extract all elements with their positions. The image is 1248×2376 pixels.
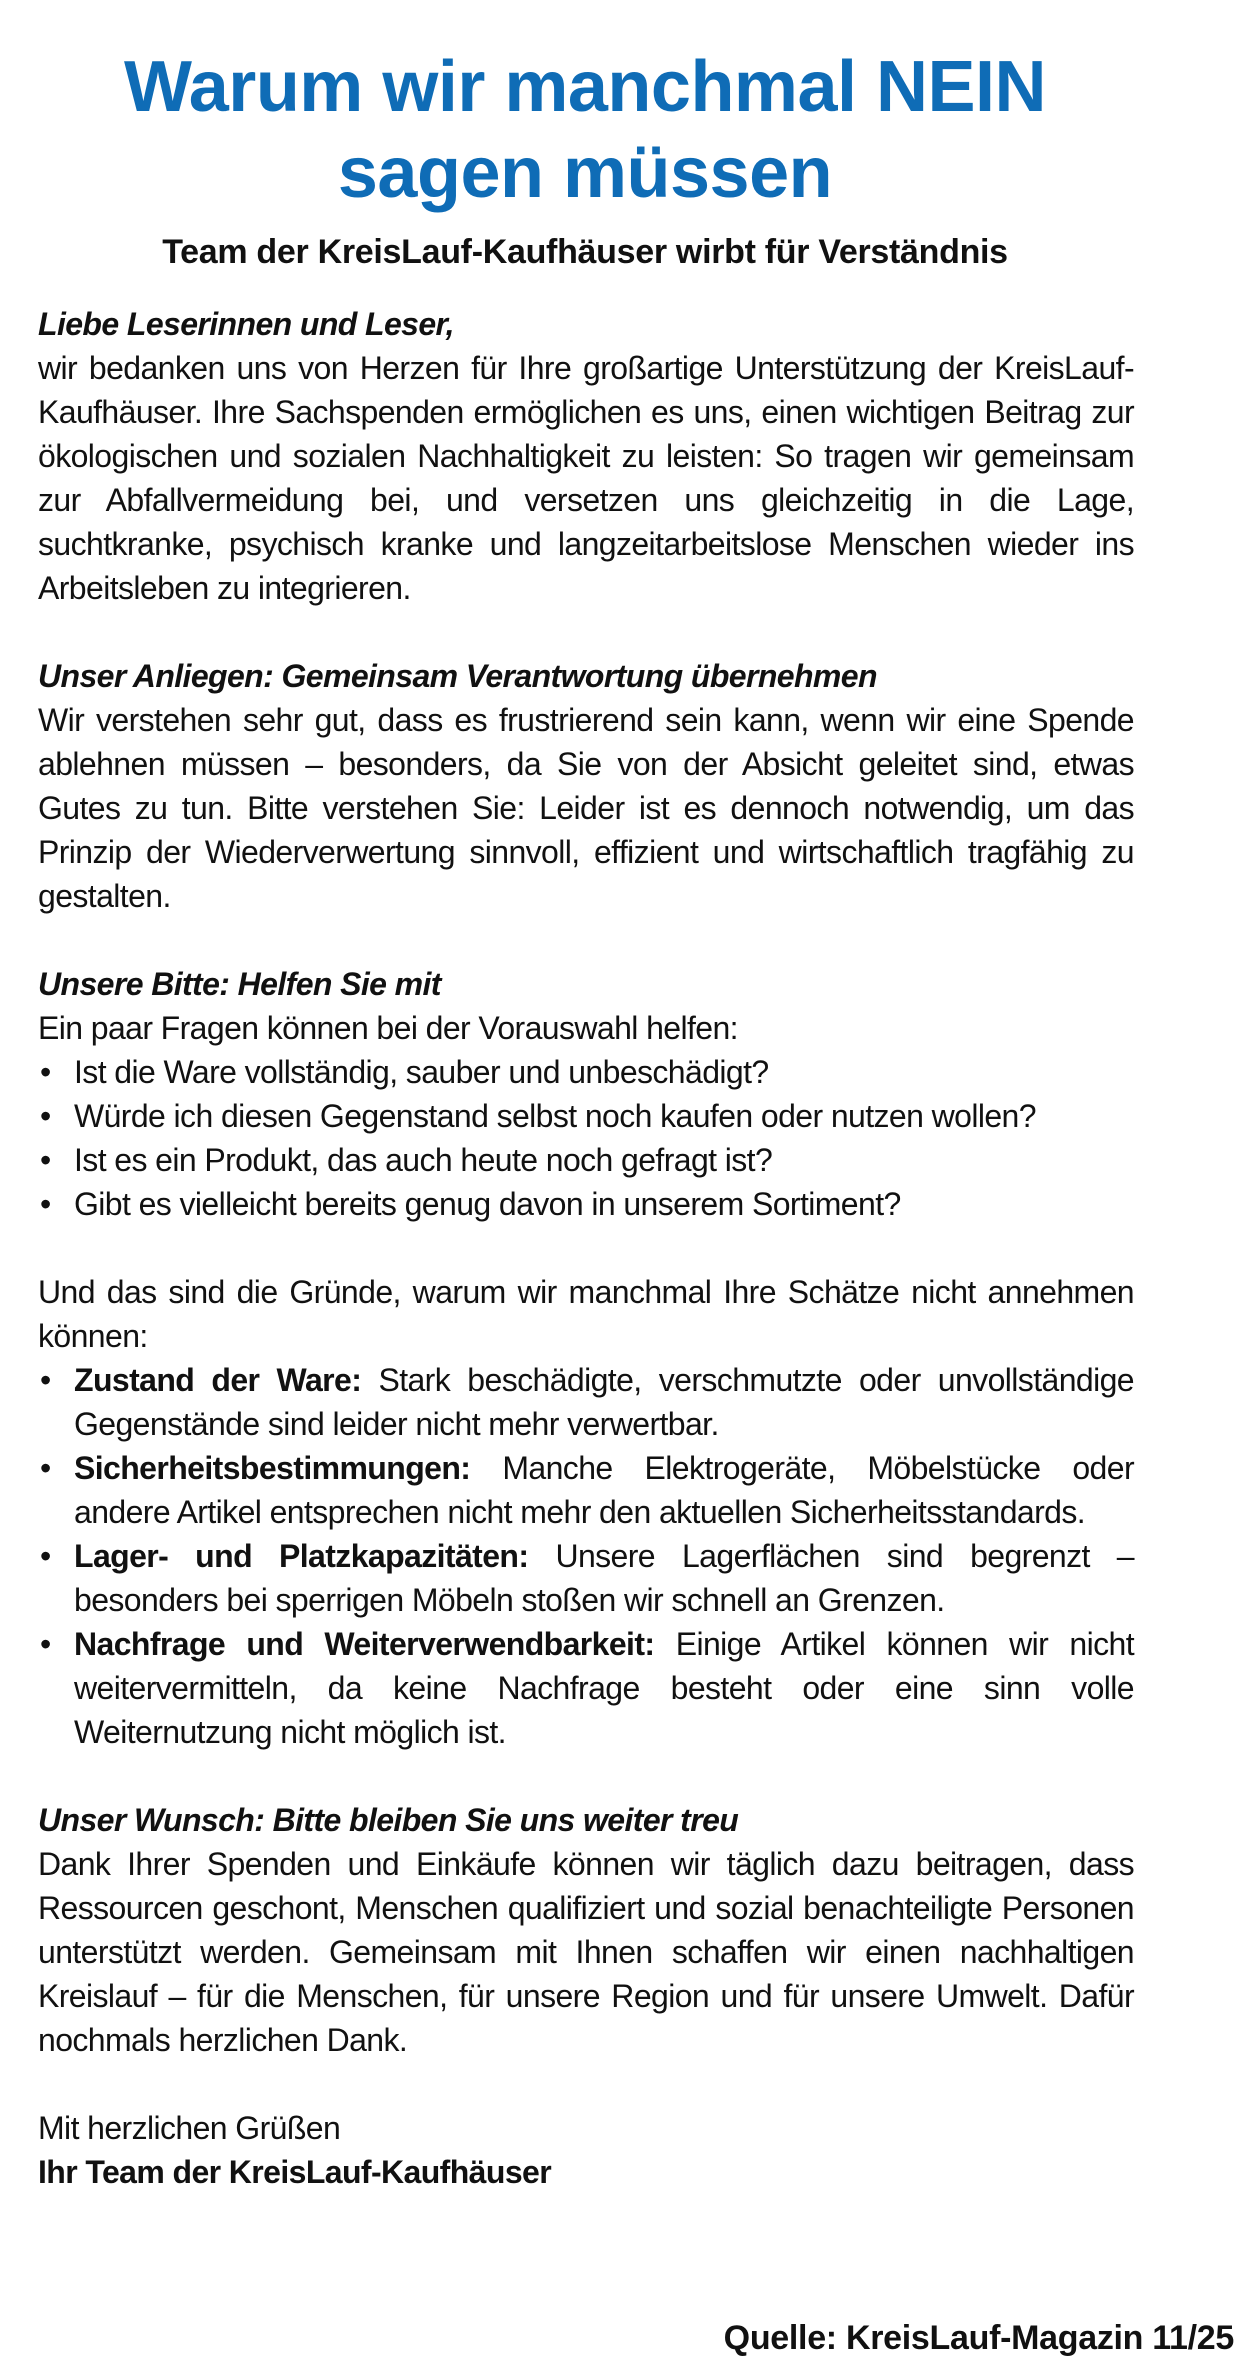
gruende-paragraph: Und das sind die Gründe, warum wir manchmal Ihre Schätze nicht annehmen können: [38, 1274, 1134, 1354]
reason-text: Stark beschädigte, verschmutzte oder unvollständige Gegenstände sind leider nicht mehr verwertbar. [74, 1362, 1134, 1442]
reason-text: Einige Artikel können wir nicht weitervermitteln, da keine Nachfrage besteht oder eine sinn volle Weiternutzung nicht möglich ist. [74, 1626, 1134, 1750]
reason-label: Nachfrage und Weiterverwendbarkeit: [74, 1626, 655, 1662]
closing-greeting: Mit herzlichen Grüßen [38, 2110, 341, 2146]
gruende-section [38, 1270, 1134, 1754]
reasons-list [38, 1358, 1134, 1754]
reason-item [38, 1534, 1134, 1622]
article-title [0, 44, 1170, 216]
reason-label: Zustand der Ware: [74, 1362, 362, 1398]
wunsch-paragraph: Dank Ihrer Spenden und Einkäufe können wir täglich dazu beitragen, dass Ressourcen geschont, Menschen qualifiziert und sozial benachteiligte Personen unterstützt werden. Gemeinsam mit Ihnen schaffen wir einen nachhaltigen Kreislauf – für die Menschen, für unsere Region und für unsere Umwelt. Dafür nochmals herzlichen Dank. [38, 1846, 1134, 2058]
question-list [38, 1050, 1134, 1226]
salutation: Liebe Leserinnen und Leser, [38, 306, 454, 342]
source-credit: Quelle: KreisLauf-Magazin 11/25 [723, 2319, 1234, 2357]
question-item: • Ist es ein Produkt, das auch heute noch gefragt ist? [38, 1138, 1134, 1182]
article-body [38, 302, 1134, 2194]
reason-text: Manche Elektrogeräte, Möbelstücke oder andere Artikel entsprechen nicht mehr den aktuellen Sicherheitsstandards. [74, 1450, 1135, 1530]
reason-item [38, 1622, 1134, 1754]
bitte-section [38, 962, 1134, 1226]
question-item: • Gibt es vielleicht bereits genug davon in unserem Sortiment? [38, 1182, 1134, 1226]
anliegen-paragraph: Wir verstehen sehr gut, dass es frustrierend sein kann, wenn wir eine Spende ablehnen müssen – besonders, da Sie von der Absicht geleitet sind, etwas Gutes zu tun. Bitte verstehen Sie: Leider ist es dennoch notwendig, um das Prinzip der Wiederverwertung sinnvoll, effizient und wirtschaftlich tragfähig zu gestalten. [38, 702, 1134, 914]
reason-text: Unsere Lagerflächen sind begrenzt – besonders bei sperrigen Möbeln stoßen wir schnell an Grenzen. [74, 1538, 1134, 1618]
anliegen-section [38, 654, 1134, 918]
title-line-1: Warum wir manchmal NEIN [123, 47, 1047, 127]
title-line-2: sagen müssen [337, 133, 833, 213]
intro-paragraph: wir bedanken uns von Herzen für Ihre großartige Unterstützung der KreisLauf-Kaufhäuser. Ihre Sachspenden ermöglichen es uns, einen wichtigen Beitrag zur ökologischen und sozialen Nachhaltigkeit zu leisten: So tragen wir gemeinsam zur Abfallvermeidung bei, und versetzen uns gleichzeitig in die Lage, suchtkranke, psychisch kranke und langzeitarbeitslose Menschen wieder ins Arbeitsleben zu integrieren. [38, 350, 1134, 606]
reason-item [38, 1358, 1134, 1446]
reason-label: Sicherheitsbestimmungen: [74, 1450, 471, 1486]
closing-signature: Ihr Team der KreisLauf-Kaufhäuser [38, 2154, 552, 2190]
reason-item [38, 1446, 1134, 1534]
bitte-paragraph: Ein paar Fragen können bei der Vorauswahl helfen: [38, 1010, 738, 1046]
wunsch-section [38, 1798, 1134, 2062]
intro-section [38, 302, 1134, 610]
article-subtitle: Team der KreisLauf-Kaufhäuser wirbt für Verständnis [162, 233, 1008, 271]
bitte-heading: Unsere Bitte: Helfen Sie mit [38, 966, 441, 1002]
wunsch-heading: Unser Wunsch: Bitte bleiben Sie uns weiter treu [38, 1802, 739, 1838]
closing [38, 2106, 1134, 2194]
question-item: • Würde ich diesen Gegenstand selbst noch kaufen oder nutzen wollen? [38, 1094, 1134, 1138]
anliegen-heading: Unser Anliegen: Gemeinsam Verantwortung übernehmen [38, 658, 877, 694]
reason-label: Lager- und Platzkapazitäten: [74, 1538, 529, 1574]
question-item: • Ist die Ware vollständig, sauber und unbeschädigt? [38, 1050, 1134, 1094]
